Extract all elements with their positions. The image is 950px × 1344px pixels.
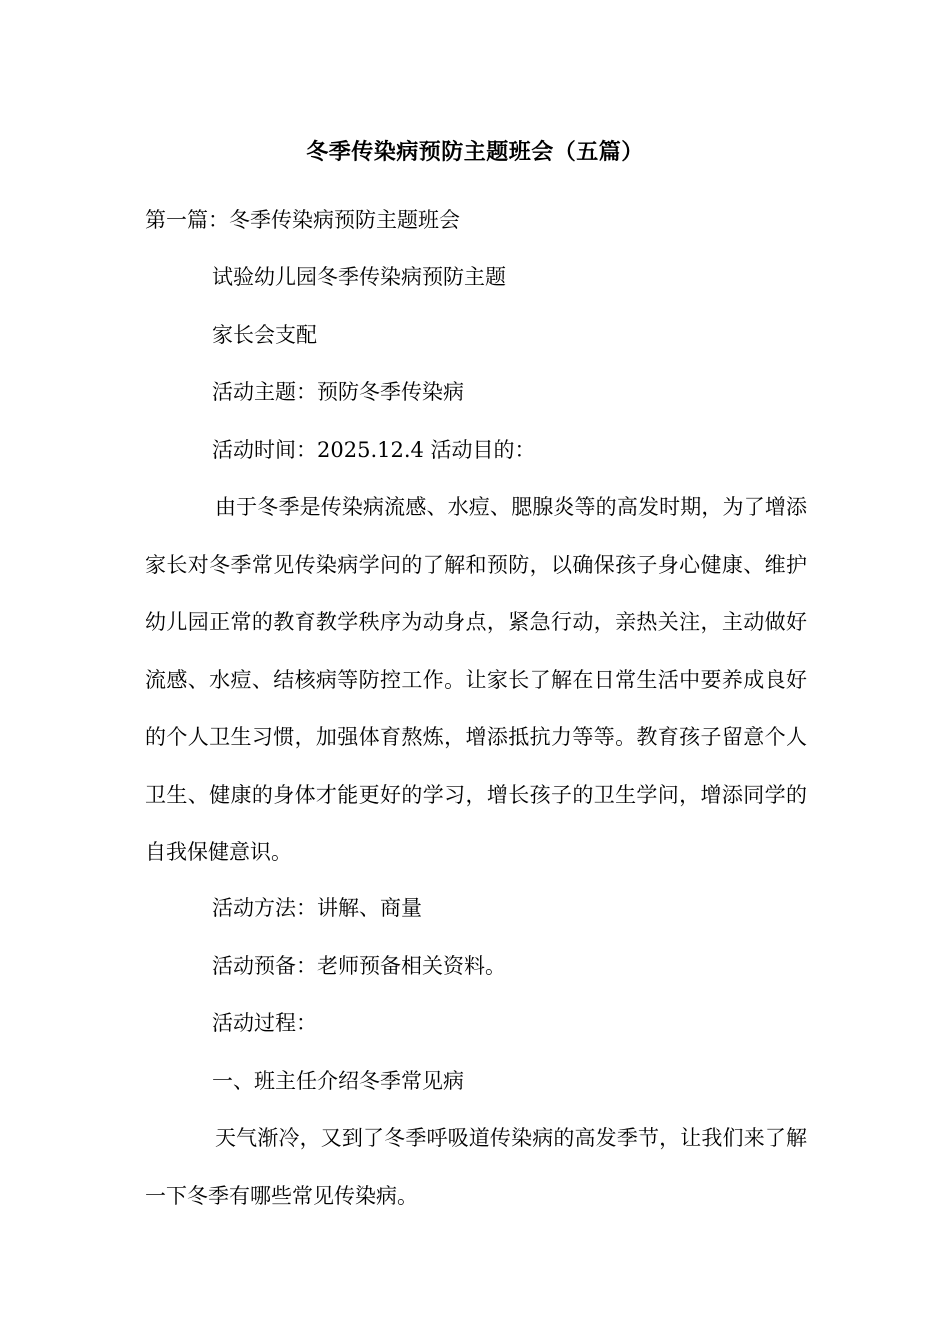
step-one-heading: 一、班主任介绍冬季常见病	[212, 1069, 464, 1093]
purpose-paragraph: 由于冬季是传染病流感、水痘、腮腺炎等的高发时期，为了增添家长对冬季常见传染病学问的了解和预防，以确保孩子身心健康、维护幼儿园正常的教育教学秩序为动身点，紧急行动，亲热关注，主动做好流感、水痘、结核病等防控工作。让家长了解在日常生活中要养成良好的个人卫生习惯，加强体育熬炼，增添抵抗力等等。教育孩子留意个人卫生、健康的身体才能更好的学习，增长孩子的卫生学问，增添同学的自我保健意识。	[145, 495, 807, 864]
document-title: 冬季传染病预防主题班会（五篇）	[306, 139, 644, 165]
activity-prep: 活动预备：老师预备相关资料。	[212, 954, 506, 978]
activity-process: 活动过程：	[212, 1011, 317, 1035]
subtitle-line-1: 试验幼儿园冬季传染病预防主题	[212, 265, 506, 289]
activity-theme: 活动主题：预防冬季传染病	[212, 380, 464, 404]
activity-method: 活动方法：讲解、商量	[212, 896, 422, 920]
activity-time: 活动时间：2025.12.4 活动目的：	[212, 438, 536, 462]
step-one-paragraph: 天气渐冷，又到了冬季呼吸道传染病的高发季节，让我们来了解一下冬季有哪些常见传染病。	[145, 1126, 807, 1208]
subtitle-line-2: 家长会支配	[212, 323, 317, 347]
section-heading: 第一篇：冬季传染病预防主题班会	[145, 208, 460, 232]
